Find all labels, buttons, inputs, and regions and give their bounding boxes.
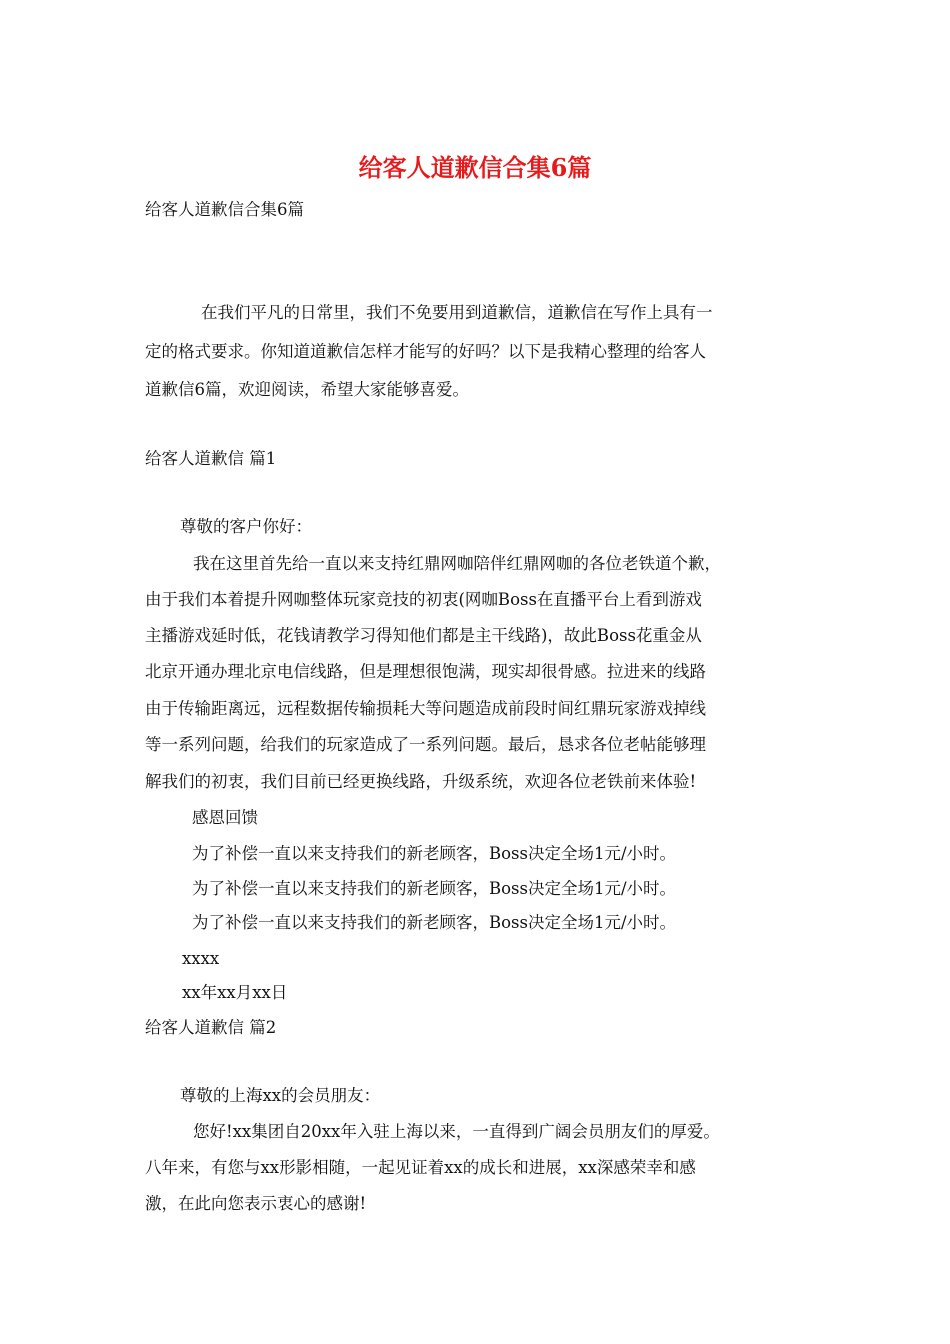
letter1-date: xx年xx月xx日 xyxy=(182,983,288,1002)
intro-line: 定的格式要求。你知道道歉信怎样才能写的好吗？以下是我精心整理的给客人 xyxy=(145,342,706,361)
letter1-signature: xxxx xyxy=(182,949,220,968)
letter2-body-line: 八年来，有您与xx形影相随，一起见证着xx的成长和进展，xx深感荣幸和感 xyxy=(145,1158,696,1177)
letter1-body-line: 由于我们本着提升网咖整体玩家竞技的初衷(网咖Boss在直播平台上看到游戏 xyxy=(145,590,702,609)
letter2-salutation: 尊敬的上海xx的会员朋友： xyxy=(180,1086,381,1105)
letter2-body-line: 您好!xx集团自20xx年入驻上海以来，一直得到广阔会员朋友们的厚爱。 xyxy=(193,1122,720,1141)
intro-line: 道歉信6篇，欢迎阅读，希望大家能够喜爱。 xyxy=(145,380,469,399)
document-title: 给客人道歉信合集6篇 xyxy=(358,153,592,182)
document-subtitle: 给客人道歉信合集6篇 xyxy=(145,200,304,219)
letter1-feedback-line: 为了补偿一直以来支持我们的新老顾客，Boss决定全场1元/小时。 xyxy=(192,879,677,898)
letter1-body-line: 我在这里首先给一直以来支持红鼎网咖陪伴红鼎网咖的各位老铁道个歉， xyxy=(193,554,721,573)
letter1-body-line: 由于传输距离远，远程数据传输损耗大等问题造成前段时间红鼎玩家游戏掉线 xyxy=(145,699,706,718)
intro-line: 在我们平凡的日常里，我们不免要用到道歉信，道歉信在写作上具有一 xyxy=(201,303,713,322)
letter1-salutation: 尊敬的客户你好： xyxy=(180,517,312,536)
letter2-body-line: 激，在此向您表示衷心的感谢! xyxy=(145,1194,367,1213)
letter1-heading: 给客人道歉信 篇1 xyxy=(145,449,277,468)
letter1-feedback-line: 为了补偿一直以来支持我们的新老顾客，Boss决定全场1元/小时。 xyxy=(192,844,677,863)
letter2-heading: 给客人道歉信 篇2 xyxy=(145,1018,277,1037)
letter1-body-line: 等一系列问题，给我们的玩家造成了一系列问题。最后，恳求各位老帖能够理 xyxy=(145,735,706,754)
letter1-feedback-title: 感恩回馈 xyxy=(192,808,258,827)
letter1-feedback-line: 为了补偿一直以来支持我们的新老顾客，Boss决定全场1元/小时。 xyxy=(192,913,677,932)
letter1-body-line: 解我们的初衷，我们目前已经更换线路，升级系统，欢迎各位老铁前来体验! xyxy=(145,772,697,791)
letter1-body-line: 北京开通办理北京电信线路，但是理想很饱满，现实却很骨感。拉进来的线路 xyxy=(145,662,706,681)
letter1-body-line: 主播游戏延时低，花钱请教学习得知他们都是主干线路)，故此Boss花重金从 xyxy=(145,626,702,645)
